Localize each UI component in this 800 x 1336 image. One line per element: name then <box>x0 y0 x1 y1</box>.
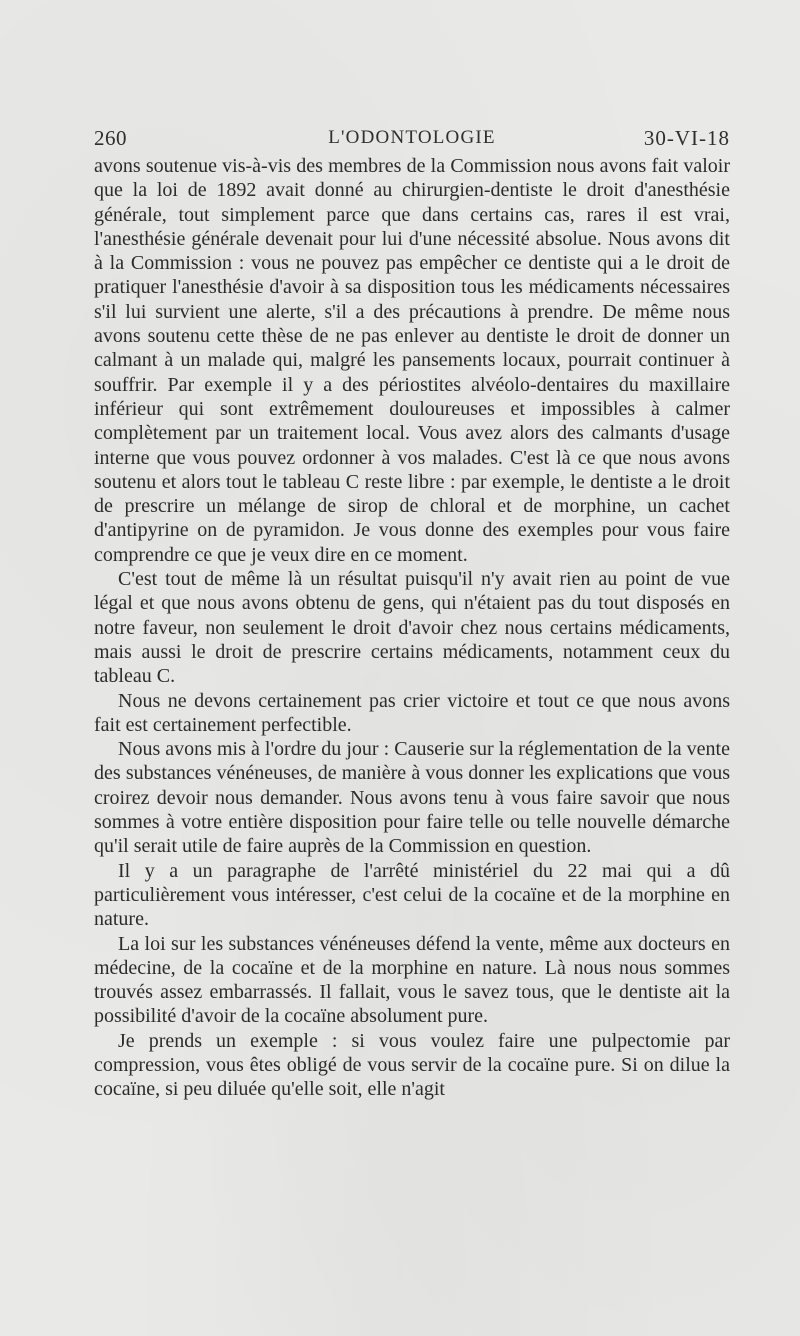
body-text <box>94 154 730 1102</box>
paragraph-2: C'est tout de même là un résultat puisqu'il n'y avait rien au point de vue légal et que nous avons obtenu de gens, qui n'étaient pas du tout disposés en notre faveur, non seulement le droit d'avoir chez nous certains médicaments, mais aussi le droit de prescrire certains médicaments, notamment ceux du tableau C. <box>94 568 730 688</box>
issue-date: 30-VI-18 <box>643 126 730 150</box>
paragraph-1: avons soutenue vis-à-vis des membres de la Commission nous avons fait valoir que la loi de 1892 avait donné au chirurgien-dentiste le droit d'anesthésie générale, tout simplement parce que dans certains cas, rares il est vrai, l'anesthésie générale devenait pour lui d'une nécessité absolue. Nous avons dit à la Commission : vous ne pouvez pas empêcher ce dentiste qui a le droit de pratiquer l'anesthésie d'avoir à sa disposition tous les médicaments nécessaires s'il lui survient une alerte, s'il a des précautions à prendre. De même nous avons soutenu cette thèse de ne pas enlever au dentiste le droit de donner un calmant à un malade qui, malgré les pansements locaux, pourrait continuer à souffrir. Par exemple il y a des périostites alvéolo-dentaires du maxillaire inférieur qui sont extrêmement douloureuses et impossibles à calmer complètement par un traitement local. Vous avez alors des calmants d'usage interne que vous pouvez ordonner à vos malades. C'est là ce que nous avons soutenu et alors tout le tableau C reste libre : par exemple, le dentiste a le droit de prescrire un mélange de sirop de chloral et de morphine, un cachet d'antipyrine on de pyramidon. Je vous donne des exemples pour vous faire comprendre ce que je veux dire en ce moment. <box>94 155 730 566</box>
paragraph-6: La loi sur les substances vénéneuses défend la vente, même aux docteurs en médecine, de la cocaïne et de la morphine en nature. Là nous nous sommes trouvés assez embarrassés. Il fallait, vous le savez tous, que le dentiste ait la possibilité d'avoir de la cocaïne absolument pure. <box>94 932 730 1028</box>
running-head <box>94 122 730 154</box>
paragraph-7: Je prends un exemple : si vous voulez faire une pulpectomie par compression, vous êtes obligé de vous servir de la cocaïne pure. Si on dilue la cocaïne, si peu diluée qu'elle soit, elle n'agit <box>94 1029 730 1101</box>
journal-title: L'ODONTOLOGIE <box>328 127 496 148</box>
page-number: 260 <box>94 126 127 150</box>
paragraph-5: Il y a un paragraphe de l'arrêté ministériel du 22 mai qui a dû particulièrement vous intéresser, c'est celui de la cocaïne et de la morphine en nature. <box>94 859 730 931</box>
paragraph-3: Nous ne devons certainement pas crier victoire et tout ce que nous avons fait est certainement perfectible. <box>94 689 730 736</box>
paragraph-4: Nous avons mis à l'ordre du jour : Causerie sur la réglementation de la vente des substances vénéneuses, de manière à vous donner les explications que vous croirez devoir nous demander. Nous avons tenu à vous faire savoir que nous sommes à votre entière disposition pour faire telle ou telle nouvelle démarche qu'il serait utile de faire auprès de la Commission en question. <box>94 738 730 858</box>
book-page <box>94 122 730 1232</box>
